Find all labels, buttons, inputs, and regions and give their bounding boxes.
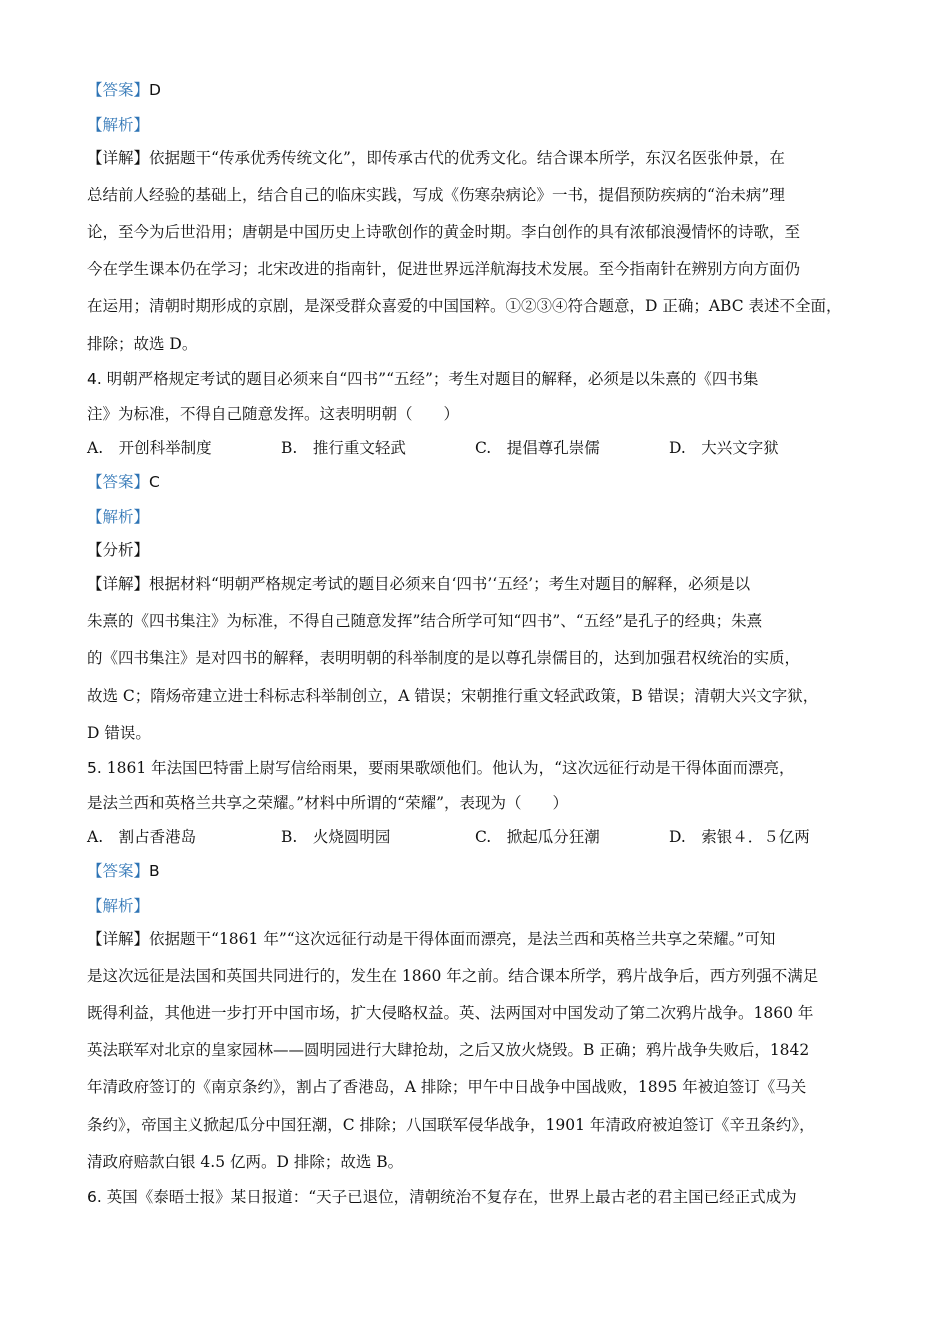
answer-tag: 【答案】 (87, 473, 150, 491)
q4-detail-line-4: D 错误。 (87, 724, 151, 742)
answer-value: B (149, 862, 160, 880)
q5-detail-line-5: 条约》，帝国主义掀起瓜分中国狂潮，C 排除；八国联军侵华战争，1901 年清政府被迫签订《辛丑条约》， (87, 1116, 815, 1134)
fenxi-tag: 【分析】 (87, 541, 150, 559)
q4-detail-line-1: 朱熹的《四书集注》为标准，不得自己随意发挥”结合所学可知“四书”、“五经”是孔子的经典；朱熹 (87, 612, 763, 630)
stem-text: 英国《泰晤士报》某日报道：“天子已退位，清朝统治不复存在，世界上最古老的君主国已经正式成为 (106, 1188, 797, 1206)
answer-value: C (149, 473, 160, 491)
q5-option-c: C. 掀起瓜分狂潮 (475, 828, 600, 846)
q4-option-c: C. 提倡尊孔崇儒 (475, 439, 600, 457)
q5-option-d: D. 索银４．５亿两 (669, 828, 810, 846)
q5-stem-line-1: 是法兰西和英格兰共享之荣耀。”材料中所谓的“荣耀”，表现为（ ） (87, 794, 569, 812)
q4-detail-line-0 (87, 574, 750, 594)
q4-option-b: B. 推行重文轻武 (281, 439, 406, 457)
detail-tag: 【详解】 (87, 930, 150, 948)
q5-detail-line-3: 英法联军对北京的皇家园林——圆明园进行大肆抢劫，之后又放火烧毁。B 正确；鸦片战争失败后，1842 (87, 1041, 810, 1059)
stem-text: 1861 年法国巴特雷上尉写信给雨果，要雨果歌颂他们。他认为，“这次远征行动是干得体面而漂亮， (106, 759, 795, 777)
q4-stem-line-1: 注》为标准，不得自己随意发挥。这表明明朝（ ） (87, 405, 460, 423)
question-number: 5. (87, 759, 102, 777)
detail-tag: 【详解】 (87, 575, 150, 593)
answer-tag: 【答案】 (87, 81, 150, 99)
detail-text: 根据材料“明朝严格规定考试的题目必须来自‘四书’‘五经’；考生对题目的解释，必须是以 (149, 575, 751, 593)
q4-option-d: D. 大兴文字狱 (669, 439, 779, 457)
detail-text: 依据题干“1861 年”“这次远征行动是干得体面而漂亮，是法兰西和英格兰共享之荣耀。”可知 (149, 930, 776, 948)
q5-detail-line-6: 清政府赔款白银 4.5 亿两。D 排除；故选 B。 (87, 1153, 404, 1171)
q5-answer-line (87, 861, 160, 881)
detail-tag: 【详解】 (87, 149, 150, 167)
q3-detail-line-0 (87, 148, 785, 168)
q3-detail-line-3: 今在学生课本仍在学习；北宋改进的指南针，促进世界远洋航海技术发展。至今指南针在辨别方向方面仍 (87, 260, 801, 278)
q3-detail-line-1: 总结前人经验的基础上，结合自己的临床实践，写成《伤寒杂病论》一书，提倡预防疾病的“治未病”理 (87, 186, 785, 204)
q5-option-a: A. 割占香港岛 (87, 828, 197, 846)
detail-text: 依据题干“传承优秀传统文化”，即传承古代的优秀文化。结合课本所学，东汉名医张仲景，在 (149, 149, 785, 167)
q6-stem-line-0 (87, 1187, 797, 1207)
q4-option-a: A. 开创科举制度 (87, 439, 212, 457)
question-number: 4. (87, 370, 102, 388)
analysis-tag: 【解析】 (87, 897, 150, 915)
q5-analysis-tag-line (87, 896, 149, 916)
q5-detail-line-4: 年清政府签订的《南京条约》，割占了香港岛，A 排除；甲午中日战争中国战败，1895 年被迫签订《马关 (87, 1078, 807, 1096)
q5-detail-line-2: 既得利益，其他进一步打开中国市场，扩大侵略权益。英、法两国对中国发动了第二次鸦片战争。1860 年 (87, 1004, 814, 1022)
q5-stem-line-0 (87, 758, 795, 778)
q4-fenxi-tag-line (87, 540, 149, 560)
q4-stem-line-0 (87, 369, 758, 389)
q4-analysis-tag-line (87, 507, 149, 527)
answer-tag: 【答案】 (87, 862, 150, 880)
q5-detail-line-0 (87, 929, 775, 949)
analysis-tag: 【解析】 (87, 116, 150, 134)
stem-text: 明朝严格规定考试的题目必须来自“四书”“五经”；考生对题目的解释，必须是以朱熹的《四书集 (106, 370, 759, 388)
q3-analysis-tag-line (87, 115, 149, 135)
q4-detail-line-3: 故选 C；隋炀帝建立进士科标志科举制创立，A 错误；宋朝推行重文轻武政策，B 错误；清朝大兴文字狱， (87, 687, 819, 705)
q3-answer-line (87, 80, 161, 100)
answer-value: D (149, 81, 161, 99)
q5-option-b: B. 火烧圆明园 (281, 828, 391, 846)
analysis-tag: 【解析】 (87, 508, 150, 526)
q3-detail-line-4: 在运用；清朝时期形成的京剧，是深受群众喜爱的中国国粹。①②③④符合题意，D 正确；ABC 表述不全面， (87, 297, 842, 315)
q5-detail-line-1: 是这次远征是法国和英国共同进行的，发生在 1860 年之前。结合课本所学，鸦片战争后，西方列强不满足 (87, 967, 819, 985)
q3-detail-line-2: 论，至今为后世沿用；唐朝是中国历史上诗歌创作的黄金时期。李白创作的具有浓郁浪漫情怀的诗歌，至 (87, 223, 801, 241)
q4-detail-line-2: 的《四书集注》是对四书的解释，表明明朝的科举制度的是以尊孔崇儒目的，达到加强君权统治的实质， (87, 649, 801, 667)
question-number: 6. (87, 1188, 102, 1206)
q3-detail-line-5: 排除；故选 D。 (87, 335, 198, 353)
q4-answer-line (87, 472, 160, 492)
